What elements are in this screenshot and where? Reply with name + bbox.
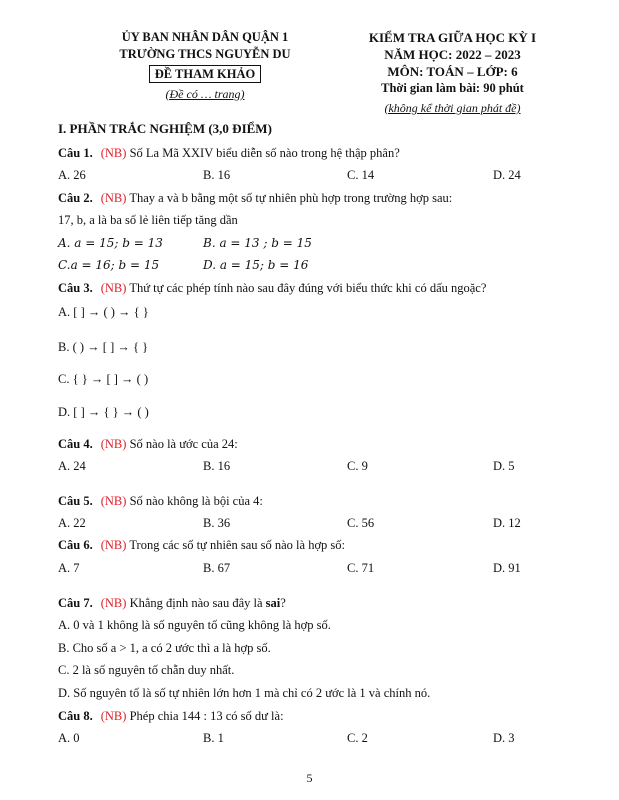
time-limit: Thời gian làm bài: 90 phút (381, 81, 524, 95)
section-title: I. PHẦN TRẮC NGHIỆM (3,0 ĐIỂM) (58, 121, 272, 136)
question-5 (58, 494, 263, 509)
reference-exam-label: ĐỀ THAM KHẢO (149, 65, 261, 83)
q1-option-a: A. 26 (58, 168, 86, 182)
q1-option-d: D. 24 (493, 168, 521, 182)
page-number: 5 (306, 771, 313, 785)
question-3 (58, 281, 486, 296)
question-8 (58, 709, 284, 724)
question-text: Số La Mã XXIV biểu diễn số nào trong hệ thập phân? (129, 146, 400, 160)
q2-option-c: C.a = 16; b = 15 (58, 258, 160, 272)
question-label: Câu 8. (58, 709, 93, 723)
difficulty-tag: (NB) (100, 281, 127, 295)
q6-option-d: D. 91 (493, 561, 521, 575)
q4-option-a: A. 24 (58, 459, 86, 473)
exam-header (340, 29, 565, 116)
question-1 (58, 146, 400, 161)
q7-option-c: C. 2 là số nguyên tố chẵn duy nhất. (58, 663, 235, 677)
q4-option-c: C. 9 (347, 459, 368, 473)
q8-option-a: A. 0 (58, 731, 80, 745)
q8-option-c: C. 2 (347, 731, 368, 745)
question-text: Số nào không là bội của 4: (129, 494, 263, 508)
q2-option-d: D. a = 15; b = 16 (203, 258, 309, 272)
question-text: Phép chia 144 : 13 có số dư là: (129, 709, 284, 723)
question-4 (58, 437, 238, 452)
school-header (95, 29, 315, 102)
question-text: Trong các số tự nhiên sau số nào là hợp số: (129, 538, 346, 552)
q7-option-a: A. 0 và 1 không là số nguyên tố cũng không là hợp số. (58, 618, 331, 632)
difficulty-tag: (NB) (100, 146, 127, 160)
question-label: Câu 2. (58, 191, 93, 205)
q3-option-b: B. ( ) → [ ] → { } (58, 340, 149, 354)
q6-option-c: C. 71 (347, 561, 375, 575)
q8-option-d: D. 3 (493, 731, 515, 745)
difficulty-tag: (NB) (100, 494, 127, 508)
q8-option-b: B. 1 (203, 731, 224, 745)
question-6 (58, 538, 345, 553)
q3-option-a: A. [ ] → ( ) → { } (58, 305, 149, 319)
emphasis-word: sai (265, 596, 281, 610)
question-mark: ? (280, 596, 286, 610)
question-2-sequence: 17, b, a là ba số lẻ liên tiếp tăng dần (58, 213, 238, 227)
question-label: Câu 7. (58, 596, 93, 610)
q2-option-a: A. a = 15; b = 13 (58, 236, 163, 250)
question-text: Số nào là ước của 24: (129, 437, 238, 451)
difficulty-tag: (NB) (100, 596, 127, 610)
district-name: ỦY BAN NHÂN DÂN QUẬN 1 (121, 30, 289, 44)
difficulty-tag: (NB) (100, 709, 127, 723)
question-label: Câu 5. (58, 494, 93, 508)
question-label: Câu 3. (58, 281, 93, 295)
question-label: Câu 1. (58, 146, 93, 160)
question-2 (58, 191, 452, 206)
question-text: Thay a và b bằng một số tự nhiên phù hợp trong trường hợp sau: (129, 191, 453, 205)
q7-option-b: B. Cho số a > 1, a có 2 ước thì a là hợp số. (58, 641, 271, 655)
q3-option-c: C. { } → [ ] → ( ) (58, 372, 149, 386)
q4-option-d: D. 5 (493, 459, 515, 473)
question-7 (58, 596, 286, 611)
q7-option-d: D. Số nguyên tố là số tự nhiên lớn hơn 1 mà chỉ có 2 ước là 1 và chính nó. (58, 686, 431, 700)
time-note: (không kể thời gian phát đề) (384, 101, 521, 115)
question-text: Khẳng định nào sau đây là (129, 596, 263, 610)
question-label: Câu 6. (58, 538, 93, 552)
q4-option-b: B. 16 (203, 459, 231, 473)
question-text: Thứ tự các phép tính nào sau đây đúng với biểu thức khi có dấu ngoặc? (129, 281, 487, 295)
q5-option-d: D. 12 (493, 516, 521, 530)
school-year: NĂM HỌC: 2022 – 2023 (384, 47, 521, 62)
q1-option-b: B. 16 (203, 168, 231, 182)
q1-option-c: C. 14 (347, 168, 375, 182)
page-count-note: (Đề có … trang) (165, 87, 245, 101)
q2-option-b: B. a = 13 ; b = 15 (203, 236, 312, 250)
difficulty-tag: (NB) (100, 538, 127, 552)
subject-grade: MÔN: TOÁN – LỚP: 6 (387, 64, 518, 79)
q5-option-a: A. 22 (58, 516, 86, 530)
q5-option-c: C. 56 (347, 516, 375, 530)
school-name: TRƯỜNG THCS NGUYỄN DU (119, 47, 291, 61)
question-label: Câu 4. (58, 437, 93, 451)
difficulty-tag: (NB) (100, 437, 127, 451)
q6-option-b: B. 67 (203, 561, 231, 575)
difficulty-tag: (NB) (100, 191, 127, 205)
exam-title: KIỂM TRA GIỮA HỌC KỲ I (368, 30, 537, 45)
q6-option-a: A. 7 (58, 561, 80, 575)
q5-option-b: B. 36 (203, 516, 231, 530)
q3-option-d: D. [ ] → { } → ( ) (58, 405, 149, 419)
